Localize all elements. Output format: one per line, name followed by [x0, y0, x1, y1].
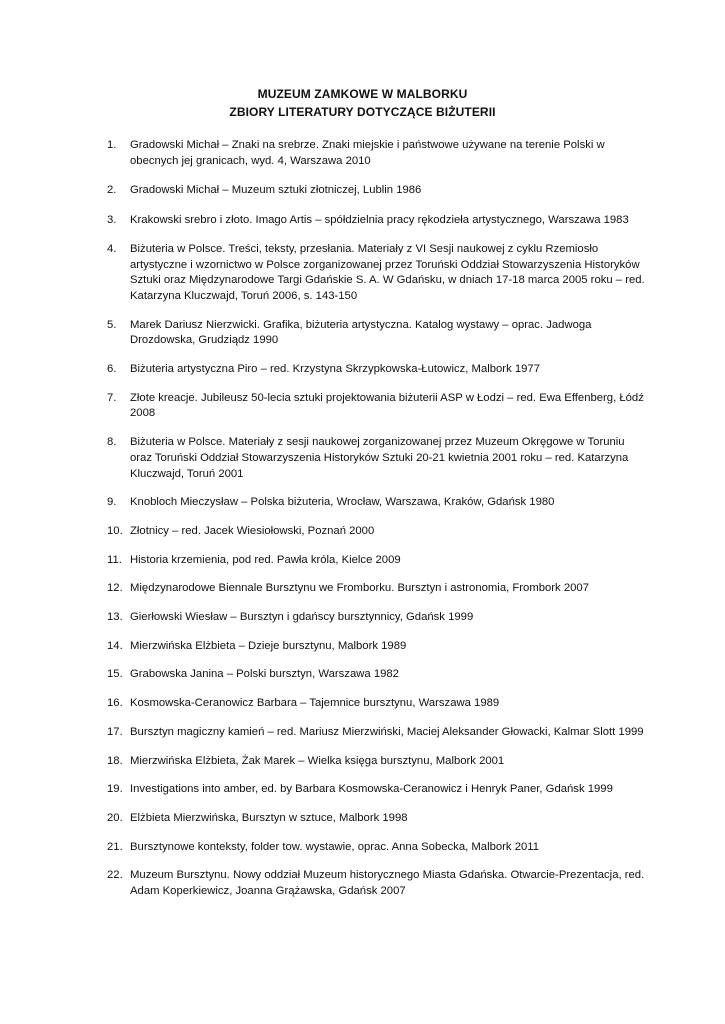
- document-heading: [0, 85, 725, 121]
- item-number: 20.: [107, 811, 123, 824]
- item-number: 16.: [107, 697, 123, 710]
- item-text: Biżuteria artystyczna Piro – red. Krzystyna Skrzypkowska-Łutowicz, Malbork 1977: [130, 363, 540, 376]
- list-item: [107, 524, 647, 540]
- item-text: Bursztyn magiczny kamień – red. Mariusz Mierzwiński, Maciej Aleksander Głowacki, Kalmar Slott 1999: [130, 725, 644, 738]
- item-text: Krakowski srebro i złoto. Imago Artis – spółdzielnia pracy rękodzieła artystycznego, Warszawa 1983: [130, 214, 629, 227]
- item-text: Biżuteria w Polsce. Treści, teksty, przesłania. Materiały z VI Sesji naukowej z cyklu Rzemiosło artystyczne i wzornictwo w Polsce zorganizowanej przez Toruński Oddział Stowarzyszenia Historyków Sztuki oraz Międzynarodowe Targi Gdańskie S. A. W Gdańsku, w dniach 17-18 marca 2005 roku – red. Katarzyna Kluczwajd, Toruń 2006, s. 143-150: [130, 242, 645, 302]
- item-number: 6.: [107, 363, 117, 376]
- item-number: 18.: [107, 754, 123, 767]
- item-text: Kosmowska-Ceranowicz Barbara – Tajemnice bursztynu, Warszawa 1989: [130, 697, 500, 710]
- item-number: 8.: [107, 436, 117, 449]
- item-text: Złote kreacje. Jubileusz 50-lecia sztuki projektowania biżuterii ASP w Łodzi – red. Ewa Effenberg, Łódź 2008: [130, 391, 644, 420]
- item-text: Historia krzemienia, pod red. Pawła króla, Kielce 2009: [130, 553, 401, 566]
- item-text: Grabowska Janina – Polski bursztyn, Warszawa 1982: [130, 668, 399, 681]
- list-item: [107, 811, 647, 827]
- list-item: [107, 610, 647, 626]
- bibliography-list: [107, 138, 647, 900]
- list-item: [107, 213, 647, 229]
- item-number: 15.: [107, 668, 123, 681]
- item-number: 22.: [107, 869, 123, 882]
- item-text: Elżbieta Mierzwińska, Bursztyn w sztuce, Malbork 1998: [130, 811, 408, 824]
- list-item: [107, 391, 647, 422]
- item-number: 14.: [107, 639, 123, 652]
- title-line-2: ZBIORY LITERATURY DOTYCZĄCE BIŻUTERII: [229, 105, 496, 119]
- item-number: 9.: [107, 496, 117, 509]
- item-number: 19.: [107, 783, 123, 796]
- item-text: Złotnicy – red. Jacek Wiesiołowski, Poznań 2000: [130, 524, 375, 537]
- item-text: Gradowski Michał – Muzeum sztuki złotniczej, Lublin 1986: [130, 184, 422, 197]
- list-item: [107, 754, 647, 770]
- list-item: [107, 581, 647, 597]
- item-text: Muzeum Bursztynu. Nowy oddział Muzeum historycznego Miasta Gdańska. Otwarcie-Prezentacja, red. Adam Koperkiewicz, Joanna Grążawska, Gdańsk 2007: [130, 869, 645, 898]
- item-number: 1.: [107, 139, 117, 151]
- item-number: 17.: [107, 725, 123, 738]
- list-item: [107, 667, 647, 683]
- list-item: [107, 725, 647, 741]
- list-item: [107, 639, 647, 655]
- list-item: [107, 318, 647, 349]
- item-text: Międzynarodowe Biennale Bursztynu we Fromborku. Bursztyn i astronomia, Frombork 2007: [130, 582, 589, 595]
- item-text: Biżuteria w Polsce. Materiały z sesji naukowej zorganizowanej przez Muzeum Okręgowe w Toruniu oraz Toruński Oddział Stowarzyszenia Historyków Sztuki 20-21 kwietnia 2001 roku – red. Katarzyna Kluczwajd, Toruń 2001: [130, 436, 629, 480]
- item-number: 3.: [107, 214, 117, 227]
- item-text: Mierzwińska Elżbieta, Żak Marek – Wielka księga bursztynu, Malbork 2001: [130, 754, 505, 767]
- item-text: Gierłowski Wiesław – Bursztyn i gdańscy bursztynnicy, Gdańsk 1999: [130, 611, 474, 624]
- item-number: 4.: [107, 242, 117, 255]
- item-number: 10.: [107, 524, 123, 537]
- item-text: Marek Dariusz Nierzwicki. Grafika, biżuteria artystyczna. Katalog wystawy – oprac. Jadwoga Drozdowska, Grudziądz 1990: [130, 318, 592, 347]
- title-line-1: MUZEUM ZAMKOWE W MALBORKU: [257, 87, 468, 101]
- list-item: [107, 138, 647, 169]
- item-number: 2.: [107, 184, 117, 197]
- list-item: [107, 840, 647, 856]
- item-number: 11.: [107, 553, 122, 566]
- item-text: Bursztynowe konteksty, folder tow. wystawie, oprac. Anna Sobecka, Malbork 2011: [130, 840, 539, 853]
- item-text: Mierzwińska Elżbieta – Dzieje bursztynu, Malbork 1989: [130, 639, 407, 652]
- item-number: 5.: [107, 318, 117, 331]
- list-item: [107, 495, 647, 511]
- item-number: 21.: [107, 840, 123, 853]
- list-item: [107, 183, 647, 199]
- item-number: 13.: [107, 611, 123, 624]
- item-text: Gradowski Michał – Znaki na srebrze. Znaki miejskie i państwowe używane na terenie Polski w obecnych jej granicach, wyd. 4, Warszawa 2010: [130, 139, 605, 167]
- list-item: [107, 696, 647, 712]
- list-item: [107, 782, 647, 798]
- item-number: 7.: [107, 391, 117, 404]
- list-item: [107, 435, 647, 482]
- list-item: [107, 553, 647, 569]
- list-item: [107, 242, 647, 305]
- list-item: [107, 868, 647, 899]
- item-number: 12.: [107, 582, 123, 595]
- item-text: Investigations into amber, ed. by Barbara Kosmowska-Ceranowicz i Henryk Paner, Gdańsk 1999: [130, 783, 613, 796]
- item-text: Knobloch Mieczysław – Polska biżuteria, Wrocław, Warszawa, Kraków, Gdańsk 1980: [130, 496, 555, 509]
- list-item: [107, 362, 647, 378]
